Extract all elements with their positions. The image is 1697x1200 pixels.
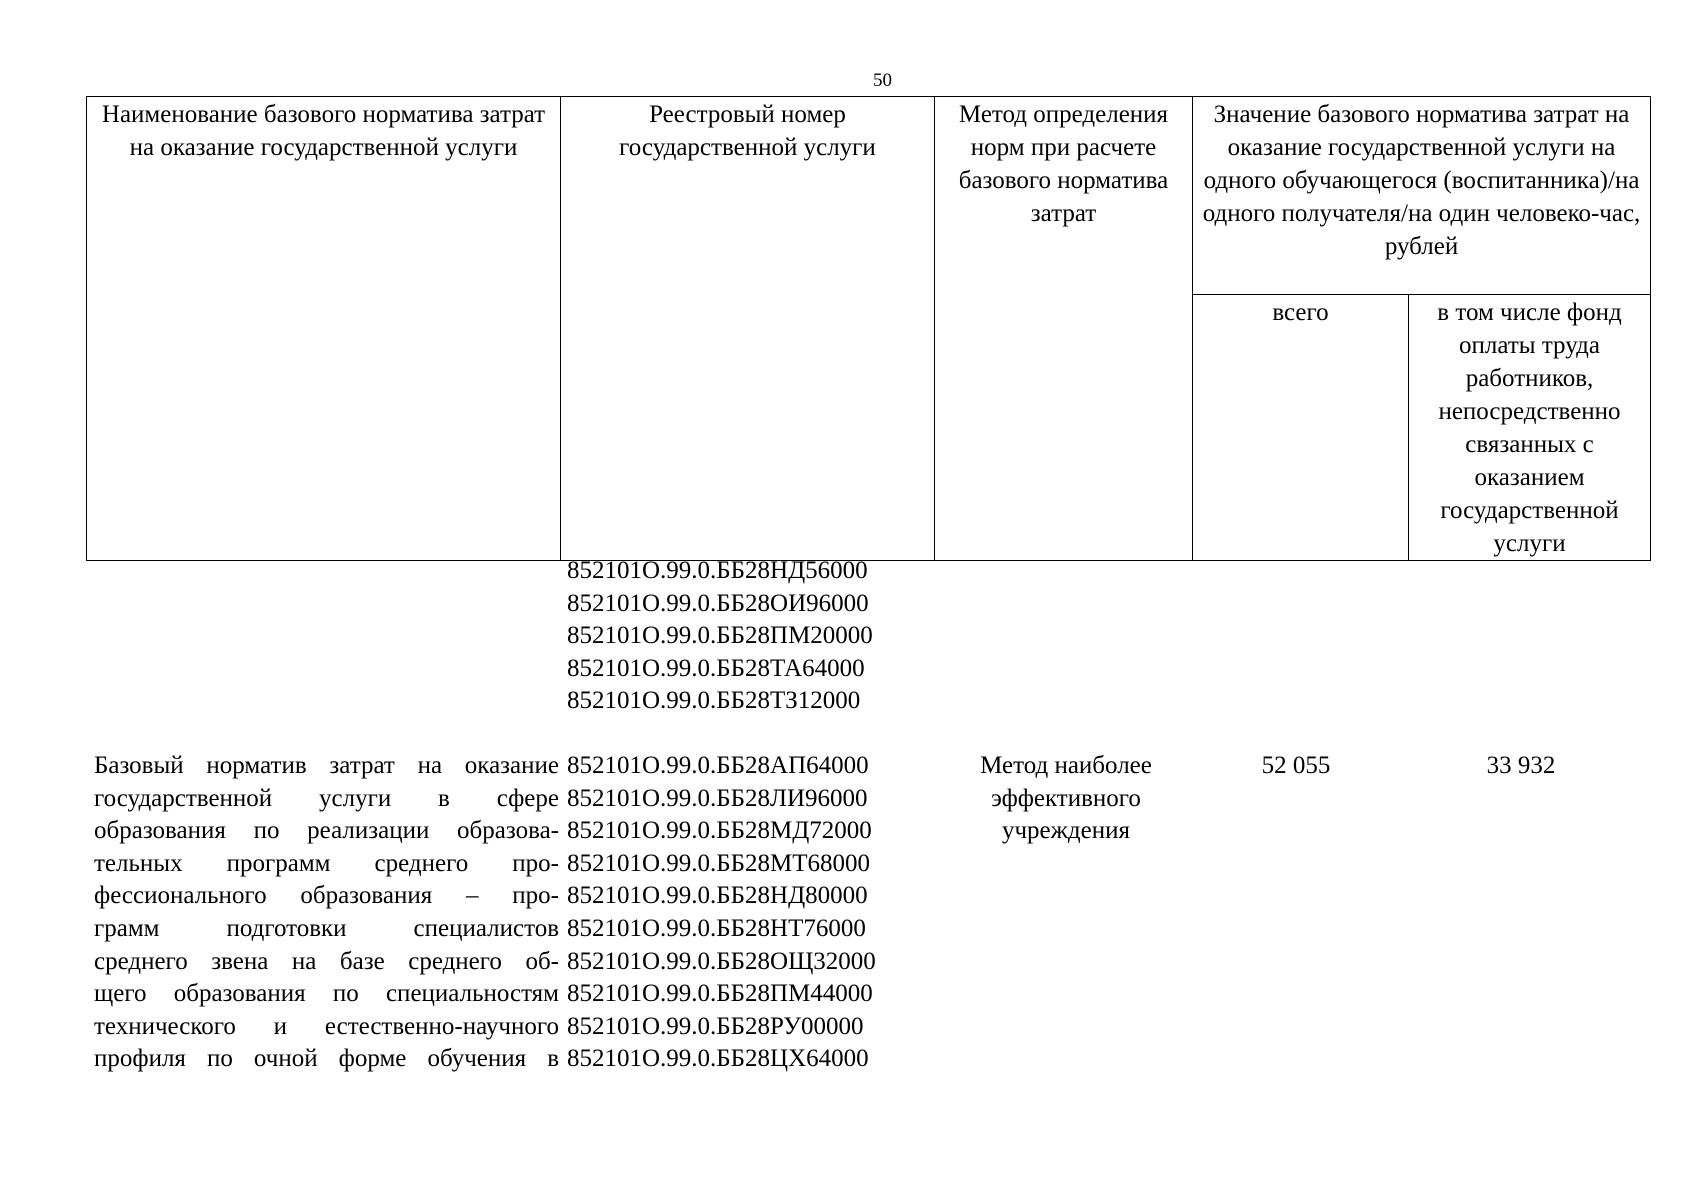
registry-code: 852101О.99.0.ББ28ПМ44000 — [567, 980, 873, 1008]
norm-name-line: фессионального образования – про- — [94, 882, 559, 910]
table-header — [86, 96, 1651, 561]
norm-name-line: щего образования по специальностям — [94, 980, 559, 1008]
norm-name-line: грамм подготовки специалистов — [94, 914, 559, 942]
table-row — [86, 750, 1650, 1090]
registry-code: 852101О.99.0.ББ28РУ00000 — [567, 1012, 864, 1040]
norm-name-line: среднего звена на базе среднего об- — [94, 947, 559, 975]
registry-code: 852101О.99.0.ББ28НТ76000 — [567, 914, 866, 942]
registry-code: 852101О.99.0.ББ28АП64000 — [567, 752, 869, 779]
registry-code: 852101О.99.0.ББ28ПМ20000 — [567, 622, 873, 650]
header-value-fund-cell: в том числе фонд оплаты труда работников, непосредственно связанных с оказанием государственной услуги — [1409, 295, 1651, 561]
continuation-row — [86, 555, 1650, 750]
norm-name-line: государственной услуги в сфере — [94, 784, 559, 812]
norm-name-line: профиля по очной форме обучения в — [94, 1045, 559, 1073]
method-cell: Метод наиболее эффективного учреждения — [980, 752, 1152, 845]
norm-name — [94, 750, 559, 1076]
norm-name-line: технического и естественно-научного — [94, 1012, 559, 1040]
total-value: 52 055 — [1261, 752, 1331, 779]
fund-value: 33 932 — [1486, 752, 1556, 779]
norm-name-line: образования по реализации образова- — [94, 817, 559, 845]
header-method-cell: Метод определения норм при расчете базового норматива затрат — [935, 97, 1193, 561]
norm-name-line: Базовый норматив затрат на оказание — [94, 752, 559, 779]
table-body — [86, 555, 1650, 1090]
header-name-cell: Наименование базового норматива затрат на оказание государственной услуги — [87, 97, 561, 561]
registry-code: 852101О.99.0.ББ28МТ68000 — [567, 849, 871, 877]
registry-code: 852101О.99.0.ББ28НД56000 — [567, 557, 868, 584]
registry-code: 852101О.99.0.ББ28ОИ96000 — [567, 589, 869, 617]
continuation-codes — [567, 555, 927, 718]
header-value-total-cell: всего — [1193, 295, 1409, 561]
registry-code: 852101О.99.0.ББ28НД80000 — [567, 882, 868, 910]
header-registry-cell: Реестровый номер государственной услуги — [561, 97, 935, 561]
registry-code: 852101О.99.0.ББ28ТА64000 — [567, 654, 865, 682]
norm-name-line: тельных программ среднего про- — [94, 849, 559, 877]
registry-code: 852101О.99.0.ББ28МД72000 — [567, 817, 872, 845]
registry-code: 852101О.99.0.ББ28ОЩ32000 — [567, 947, 876, 975]
registry-codes — [567, 750, 927, 1076]
registry-code: 852101О.99.0.ББ28ЛИ96000 — [567, 784, 868, 812]
registry-code: 852101О.99.0.ББ28ЦХ64000 — [567, 1045, 869, 1073]
header-value-cell: Значение базового норматива затрат на оказание государственной услуги на одного обучающегося (воспитанника)/на одного получателя/на один человеко-час, рублей — [1193, 97, 1651, 295]
registry-code: 852101О.99.0.ББ28ТЗ12000 — [567, 687, 861, 715]
page-number: 50 — [873, 70, 892, 91]
